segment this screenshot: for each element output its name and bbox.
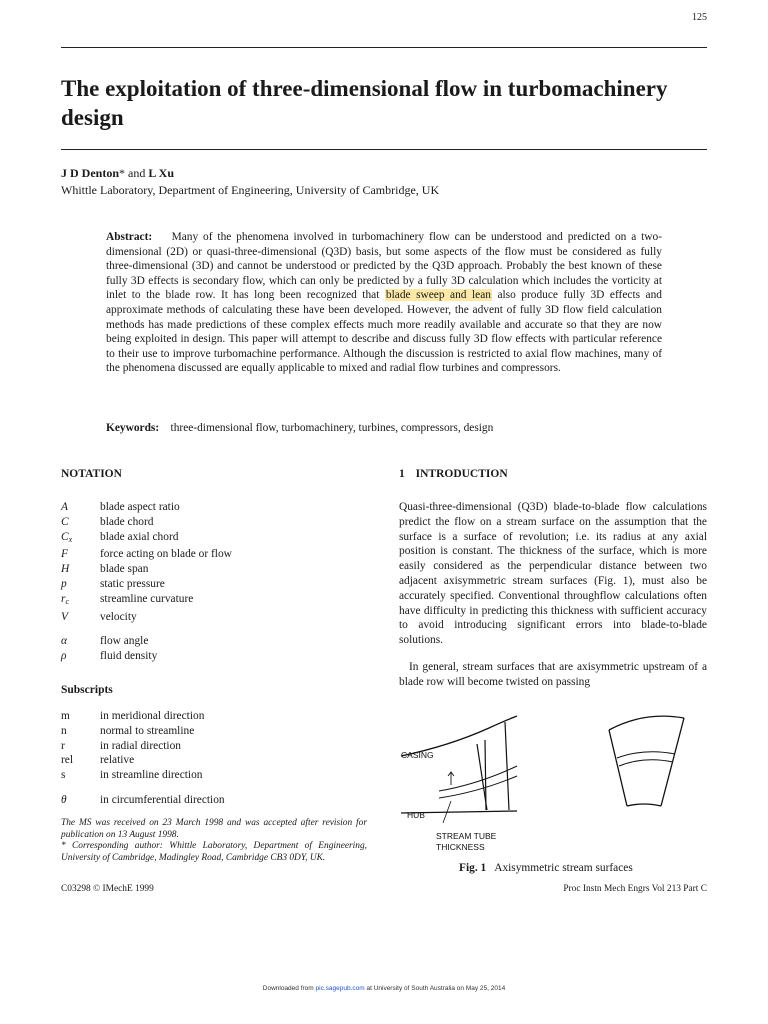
download-suffix: at University of South Australia on May 25, 2014 [364,985,506,992]
subscript-row [61,724,381,739]
notation-row [61,649,381,664]
notation-row [61,500,381,515]
notation-row [61,562,381,577]
introduction-heading: 1 INTRODUCTION [399,468,508,480]
download-prefix: Downloaded from [262,985,316,992]
notation-row [61,634,381,649]
subscript-symbol: m [61,710,70,722]
notation-row [61,547,381,562]
page-number: 125 [692,12,707,23]
notation-desc: flow angle [100,635,149,648]
subscript-desc: in radial direction [100,739,181,752]
subscripts-list [61,709,381,808]
subscript-symbol: r [61,739,65,752]
keywords-label: Keywords: [106,422,160,434]
subscript-row [61,793,381,808]
notation-list [61,500,381,664]
notation-desc: static pressure [100,577,165,590]
label-casing: CASING [401,750,434,760]
notation-row [61,610,381,625]
abstract-text-2: also produce fully 3D effects and approximate methods of calculating these have been developed. However, the advent of fully 3D flow field calculation methods has made predictions of these complex effects much more readily available and accurate so that they are now being exploited in design. This paper will attempt to describe and discuss fully 3D flow effects with particular reference to their use to improve turbomachine performance. Although the discussion is restricted to axial flow machines, many of the phenomena discussed are equally applicable to mixed and radial flow turbines and compressors. [106,289,662,375]
label-stream-2: THICKNESS [436,842,485,852]
figure-caption-text: Axisymmetric stream surfaces [494,862,633,874]
footnote-received: The MS was received on 23 March 1998 and was accepted after revision for publication on 13 August 1998. [61,818,367,840]
subscript-desc: in streamline direction [100,769,203,782]
notation-desc: velocity [100,610,137,623]
notation-symbol: H [61,563,70,576]
abstract-highlight[interactable]: blade sweep and lean [385,289,491,302]
notation-desc: fluid density [100,650,158,663]
notation-symbol: $r_c$ [61,592,69,606]
subscript-row [61,709,381,724]
subscript-symbol: n [61,724,67,737]
notation-symbol: A [61,501,68,513]
notation-row [61,577,381,592]
abstract [106,230,662,376]
journal-reference: Proc Instn Mech Engrs Vol 213 Part C [563,884,707,894]
download-link[interactable]: pic.sagepub.com [315,985,365,992]
notation-row [61,592,381,610]
annulus-inner [627,804,661,806]
authors [61,166,174,181]
subscript-desc: in circumferential direction [100,793,225,806]
notation-desc: blade span [100,563,149,576]
notation-heading: NOTATION [61,468,122,480]
title-rule [61,149,707,150]
subscript-desc: in meridional direction [100,710,205,722]
figure-1-diagram [399,706,719,866]
annulus-left [609,730,627,806]
subscript-row [61,753,381,768]
figure-caption [459,862,633,874]
notation-symbol: ρ [61,650,67,663]
author-2: L Xu [148,166,175,180]
notation-desc: blade chord [100,515,154,528]
paper-title: The exploitation of three-dimensional flow in turbomachinery design [61,76,668,130]
subscript-desc: relative [100,754,135,767]
footnotes [61,818,367,864]
notation-symbol: p [61,577,67,590]
intro-paragraph-2: In general, stream surfaces that are axisymmetric upstream of a blade row will become twisted on passing [399,661,707,688]
subscript-symbol: θ [61,793,67,806]
keywords-text: three-dimensional flow, turbomachinery, turbines, compressors, design [170,422,494,434]
top-rule [61,47,707,48]
notation-symbol: C [61,515,69,528]
figure-number: Fig. 1 [459,862,487,874]
abstract-text-1: Many of the phenomena involved in turbomachinery flow can be understood and predicted on a two-dimensional (2D) or quasi-three-dimensional (Q3D) basis, but some aspects of the flow must be considered as fully three-dimensional (3D) and cannot be understood or predicted by the Q3D approach. Probably the best known of these fully 3D effects is secondary flow, which can only be predicted by a fully 3D calculation which includes the vorticity at inlet to the blade row. It has long been recognized that [106,231,662,302]
author-1: J D Denton [61,166,120,180]
affiliation: Whittle Laboratory, Department of Engineering, University of Cambridge, UK [61,183,440,197]
author-and: and [125,166,149,180]
notation-desc: streamline curvature [100,592,194,605]
subscript-row [61,739,381,754]
subscripts-heading: Subscripts [61,684,113,696]
label-hub: HUB [407,810,425,820]
download-notice [0,985,768,992]
author-mark: * [119,166,126,180]
annulus-surface-1 [617,752,675,758]
copyright: C03298 © IMechE 1999 [61,884,154,894]
subscript-symbol: rel [61,754,74,767]
notation-desc: blade axial chord [100,530,179,543]
notation-symbol: V [61,610,68,623]
label-stream-1: STREAM TUBE [436,831,497,841]
notation-row [61,515,381,530]
notation-row [61,530,381,548]
abstract-label: Abstract: [106,231,153,243]
notation-symbol: F [61,548,68,561]
subscript-desc: normal to streamline [100,724,195,737]
footnote-corresponding: * Corresponding author: Whittle Laboratory, Department of Engineering, University of Cambridge, Madingley Road, Cambridge CB3 0DY, UK. [61,841,367,863]
notation-desc: force acting on blade or flow [100,548,232,561]
notation-desc: blade aspect ratio [100,501,180,513]
blade-row-2 [505,722,509,810]
subscript-row [61,768,381,783]
notation-symbol: $C_x$ [61,530,73,544]
subscript-symbol: s [61,769,66,782]
annulus-surface-2 [619,760,673,766]
intro-paragraph-1: Quasi-three-dimensional (Q3D) blade-to-blade flow calculations predict the flow on a stream surface on the assumption that the surface is a surface of revolution; i.e. its radius at any axial position is constant. The thickness of the surface, which is more easily considered as the perpendicular distance between two adjacent axisymmetric stream surfaces (Fig. 1), must also be accurately specified. Conventional throughflow calculations often have difficulty in predicting this thickness with sufficient accuracy to avoid introducing significant errors into blade-to-blade solutions. [399,501,707,647]
annulus-outer [609,716,684,730]
notation-symbol: α [61,635,67,648]
keywords [106,422,662,434]
